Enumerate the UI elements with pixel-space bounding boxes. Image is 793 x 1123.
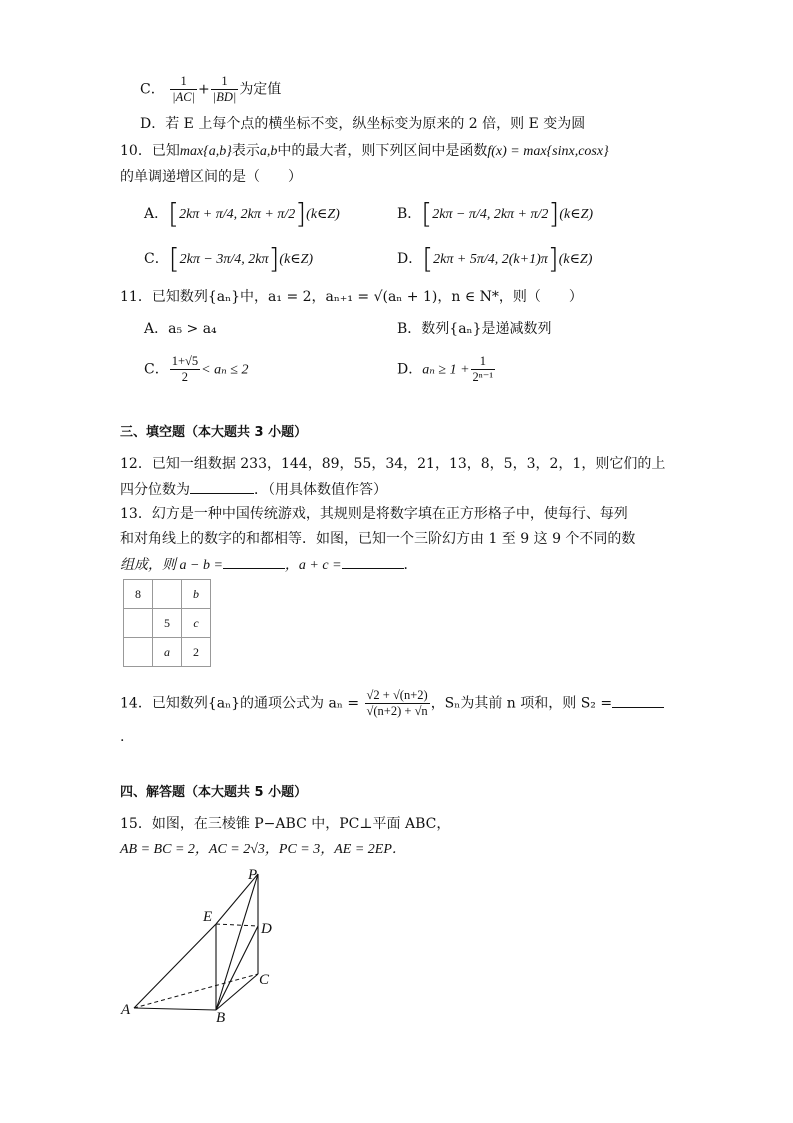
q11-stem: 11．已知数列{aₙ}中，a₁ = 2，aₙ₊₁ = √(aₙ + 1)，n ∈ N*，则（ ）: [120, 289, 583, 305]
vertex-label-d: D: [261, 921, 272, 937]
q15-line2: AB = BC = 2，AC = 2√3，PC = 3，AE = 2EP．: [120, 842, 406, 857]
q11-option-a: A．a₅ > a₄: [144, 321, 217, 337]
q10-option-a: A．[2kπ + π/4, 2kπ + π/2](k∈Z): [144, 197, 340, 230]
grid-cell: 5: [153, 609, 182, 638]
q10-stem-line1: 10．已知max{a,b}表示a,b中的最大者，则下列区间中是函数f(x) = max{sinx,cosx}: [120, 143, 609, 159]
fraction: $\frac{1+√5}{2}$: [171, 354, 199, 384]
grid-cell: 8: [124, 580, 153, 609]
q14-dot: .: [120, 729, 125, 745]
q10-option-b: B．[2kπ − π/4, 2kπ + π/2](k∈Z): [397, 197, 594, 230]
edge-bd: [216, 926, 258, 1010]
q11-option-c: C． $\frac{1+√5}{2}$ < aₙ ≤ 2: [144, 354, 249, 384]
fraction: $\frac{1}{\text{2ⁿ⁻¹}}$: [472, 354, 494, 384]
edge-ab: [134, 1008, 216, 1010]
edge-ac-hidden: [134, 974, 258, 1008]
q13-line1: 13．幻方是一种中国传统游戏，其规则是将数字填在正方形格子中，使每行、每列: [120, 506, 628, 522]
section-3-title: 三、填空题（本大题共 3 小题）: [120, 425, 308, 440]
edge-ed-hidden: [216, 924, 258, 926]
grid-cell: 2: [182, 638, 211, 667]
q13-line3: 组成，则 a − b = ，a + c = ．: [120, 554, 418, 575]
vertex-label-b: B: [216, 1010, 226, 1026]
grid-cell: b: [182, 580, 211, 609]
q13-line2: 和对角线上的数字的和都相等．如图，已知一个三阶幻方由 1 至 9 这 9 个不同的数: [120, 531, 636, 547]
section-4-title: 四、解答题（本大题共 5 小题）: [120, 785, 308, 800]
fraction: $\frac{1}{|AC|}$: [172, 74, 196, 104]
q12-line1: 12．已知一组数据 233，144，89，55，34，21，13，8，5，3，2，1，则它们的上: [120, 456, 666, 472]
fraction: $\frac{1}{|BD|}$: [212, 74, 237, 104]
q14-stem: 14．已知数列{aₙ}的通项公式为 aₙ = $\frac{√2 + √(n+2)}{√(n+2) + √n}$ ，Sₙ为其前 n 项和，则 S₂ =: [120, 688, 664, 719]
pyramid-solid-edges: [134, 874, 258, 1010]
grid-cell: c: [182, 609, 211, 638]
pyramid-hidden-edges: [134, 924, 258, 1008]
grid-cell: a: [153, 638, 182, 667]
vertex-label-a: A: [121, 1002, 131, 1018]
q15-line1: 15．如图，在三棱锥 P−ABC 中，PC⊥平面 ABC，: [120, 816, 451, 832]
q11-option-d: D．aₙ ≥ 1 + $\frac{1}{\text{2ⁿ⁻¹}}$: [397, 354, 494, 384]
vertex-label-e: E: [203, 909, 213, 925]
option-label: C．: [140, 81, 165, 98]
edge-ae: [134, 924, 216, 1008]
sqrt-fraction: $\frac{√2 + √(n+2)}{√(n+2) + √n}$: [366, 688, 428, 718]
q12-line2: 四分位数为 ．（用具体数值作答）: [120, 479, 387, 499]
q10-option-d: D．[2kπ + 5π/4, 2(k+1)π](k∈Z): [397, 242, 593, 275]
q9-option-d: D．若 E 上每个点的横坐标不变，纵坐标变为原来的 2 倍，则 E 变为圆: [140, 116, 586, 132]
vertex-label-c: C: [259, 972, 270, 988]
q9-option-c: C． $\frac{1}{|AC|}$ + $\frac{1}{|BD|}$ 为定值: [140, 74, 282, 104]
edge-bp: [216, 874, 258, 1010]
q11-option-b: B．数列{aₙ}是递减数列: [397, 321, 552, 337]
q10-option-c: C．[2kπ − 3π/4, 2kπ](k∈Z): [144, 242, 314, 275]
vertex-label-p: P: [248, 867, 258, 883]
q10-stem-line2: 的单调递增区间的是（ ）: [120, 169, 302, 185]
option-text: 为定值: [239, 81, 282, 98]
